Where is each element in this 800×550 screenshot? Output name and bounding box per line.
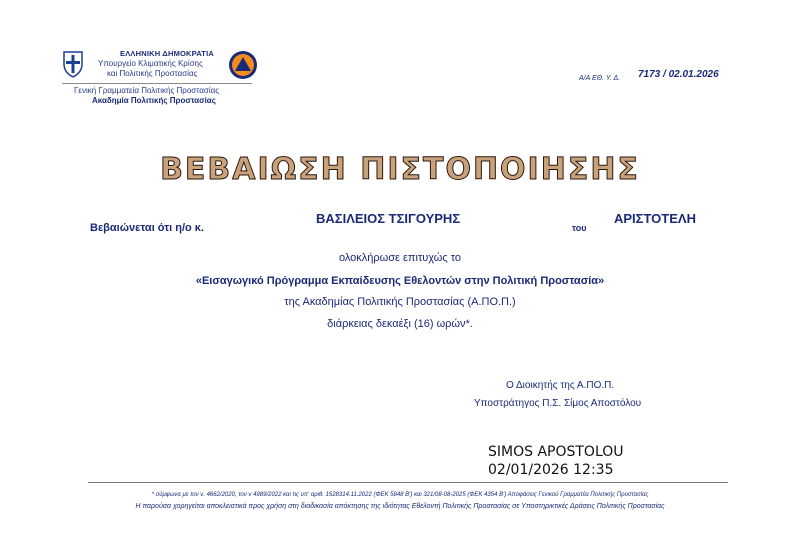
footer-divider	[88, 482, 728, 483]
signatory-title: Ο Διοικητής της Α.ΠΟ.Π.	[506, 380, 615, 391]
certify-text: Βεβαιώνεται ότι η/ο κ.	[90, 222, 204, 234]
father-label: του	[572, 223, 587, 233]
protocol-label: Α/Α ΕΘ. Υ. Δ.	[579, 75, 621, 82]
duration-text: διάρκειας δεκαέξι (16) ωρών*.	[327, 318, 473, 330]
signatory-name: Υποστράτηγος Π.Σ. Σίμος Αποστόλου	[474, 398, 642, 409]
digital-signature-date: 02/01/2026 12:35	[488, 462, 614, 478]
completion-text: ολοκλήρωσε επιτυχώς το	[338, 252, 462, 264]
recipient-name: ΒΑΣΙΛΕΙΟΣ ΤΣΙΓΟΥΡΗΣ	[316, 211, 461, 226]
header-general-secretariat: Γενική Γραμματεία Πολιτικής Προστασίας	[74, 86, 220, 95]
header-divider	[62, 83, 252, 84]
header-academy: Ακαδημία Πολιτικής Προστασίας	[92, 96, 216, 105]
header-republic: ΕΛΛΗΝΙΚΗ ΔΗΜΟΚΡΑΤΙΑ	[120, 49, 214, 58]
certificate-title: ΒΕΒΑΙΩΣΗ ΠΙΣΤΟΠΟΙΗΣΗΣ	[160, 152, 640, 187]
digital-signature	[488, 443, 624, 479]
footer-usage-note: Η παρούσα χορηγείται αποκλειστικά προς χρήση στη διαδικασία απόκτησης της ιδιότητας Εθελοντή Πολιτικής Προστασίας σε Υποστηρικτικές Δράσεις Πολιτικής Προστασίας	[135, 503, 665, 510]
digital-signature-name: SIMOS APOSTOLOU	[488, 444, 624, 460]
academy-text: της Ακαδημίας Πολιτικής Προστασίας (Α.ΠΟ.Π.)	[284, 296, 516, 308]
header-ministry: Υπουργείο Κλιματικής Κρίσης	[98, 59, 203, 68]
footer-legal-note: * σύμφωνα με τον ν. 4662/2020, τον ν 4989/2022 και τις υπ' αριθ. 1528314.11.2022 (ΦΕΚ 5848 Β') και 321/08-08-2025 (ΦΕΚ 4354 Β') Αποφάσεις Γενικού Γραμματέα Πολιτικής Προστασίας	[151, 492, 649, 498]
civil-protection-logo-icon	[228, 50, 258, 80]
program-name: «Εισαγωγικό Πρόγραμμα Εκπαίδευσης Εθελοντών στην Πολιτική Προστασία»	[195, 275, 605, 287]
father-name: ΑΡΙΣΤΟΤΕΛΗ	[614, 211, 696, 226]
protocol-number-date: 7173 / 02.01.2026	[638, 69, 719, 80]
header-ministry-cont: και Πολιτικής Προστασίας	[107, 69, 198, 78]
greek-coat-of-arms-icon	[62, 50, 84, 78]
